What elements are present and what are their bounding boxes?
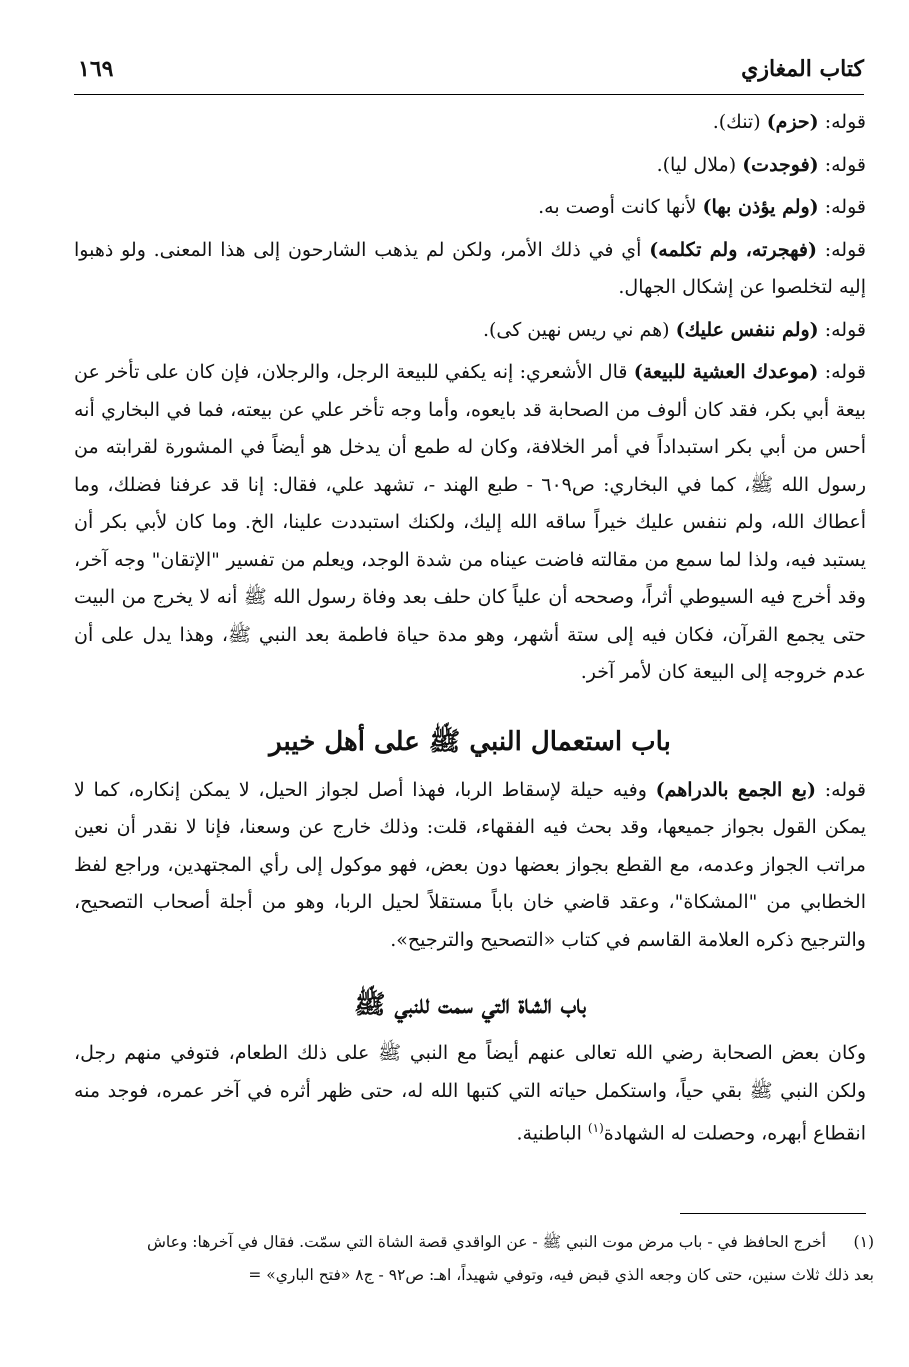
quoted-term: (حزم) [766, 111, 819, 133]
paragraph-7 [74, 772, 866, 960]
paragraph-8 [74, 1035, 866, 1153]
quoted-term: (بع الجمع بالدراهم) [655, 778, 816, 801]
section-heading-poisoned-sheep: باب الشاة التي سمت للنبي ﷺ [354, 990, 586, 1020]
quoted-term: (ولم يؤذن بها) [702, 196, 819, 218]
commentary: (تنك). [712, 111, 761, 133]
commentary: وفيه حيلة لإسقاط الربا، فهذا أصل لجواز الحيل، لا يمكن إنكاره، كما لا يمكن القول بجواز جميعها، وقد بحث فيه الفقهاء، قلت: وذلك خارج عن وسعنا، فإنا لا نقدر أن نعين مراتب الجواز وعدمه، مع القطع بجواز بعضها دون بعض، فهو موكول إلى رأي المجتهدين، وراجع لفظ الخطابي من "المشكاة"، وعقد قاضي خان باباً مستقلاً لحيل الربا، وهو من أجلة أصحاب التصحيح، والترجيح ذكره العلامة القاسم في كتاب «التصحيح والترجيح». [74, 778, 866, 951]
commentary-end: الباطنية. [516, 1122, 582, 1145]
page-number: ١٦٩ [78, 56, 114, 82]
commentary: لأنها كانت أوصت به. [538, 196, 697, 218]
footnote-1-line-2 [74, 1259, 874, 1292]
quote-label: قوله: [824, 111, 866, 133]
paragraph-1 [74, 104, 866, 142]
paragraph-2 [74, 147, 866, 185]
quoted-term: (ولم ننفس عليك) [675, 318, 819, 341]
page-header [74, 48, 864, 95]
quoted-term: (فهجرته، ولم تكلمه) [649, 238, 817, 261]
paragraph-3 [74, 189, 866, 227]
commentary: وكان بعض الصحابة رضي الله تعالى عنهم أيضاً مع النبي ﷺ على ذلك الطعام، فتوفي منهم رجل، ولكن النبي ﷺ بقي حياً، واستكمل حياته التي كتبها الله له، حتى ظهر أثره في آخر عمره، فوجد منه انقطاع أبهره، وحصلت له الشهادة [74, 1042, 866, 1145]
quote-label: قوله: [824, 361, 866, 383]
footnote-1-line-1 [74, 1226, 874, 1259]
footnote-text: أخرج الحافظ في - باب مرض موت النبي ﷺ - عن الواقدي قصة الشاة التي سمّت. فقال في آخرها: وعاش [146, 1233, 826, 1251]
footnote-reference[interactable]: (١) [587, 1121, 604, 1135]
quoted-term: (فوجدت) [742, 153, 819, 176]
footnote-number: (١) [853, 1233, 874, 1251]
quote-label: قوله: [824, 238, 866, 261]
paragraph-5 [74, 312, 866, 350]
commentary: (ملال ليا). [656, 153, 737, 176]
quote-label: قوله: [824, 196, 866, 218]
commentary: (هم ني ريس نهين كى). [482, 318, 670, 341]
paragraph-4 [74, 232, 866, 307]
quoted-term: (موعدك العشية للبيعة) [633, 361, 819, 383]
footnote-divider [680, 1213, 866, 1214]
paragraph-6 [74, 354, 866, 692]
footnote-text: بعد ذلك ثلاث سنين، حتى كان وجعه الذي قبض فيه، وتوفي شهيداً، اهـ: ص٩٢ - ج٨ «فتح الباري» = [248, 1266, 874, 1284]
quote-label: قوله: [824, 318, 866, 341]
commentary: أي في ذلك الأمر، ولكن لم يذهب الشارحون إلى هذا المعنى. ولو ذهبوا إليه لتخلصوا عن إشكال الجهال. [74, 238, 866, 298]
quote-label: قوله: [824, 778, 867, 801]
quote-label: قوله: [824, 153, 866, 176]
running-title: كتاب المغازي [741, 56, 864, 82]
footnotes [74, 1226, 874, 1292]
section-heading-khaybar: باب استعمال النبي ﷺ على أهل خيبر [269, 726, 671, 757]
commentary: قال الأشعري: إنه يكفي للبيعة الرجل، والرجلان، فإن كان على تأخر عن بيعة أبي بكر، فقد كان ألوف من الصحابة قد بايعوه، وأما وجه تأخر علي عن بيعته، فما في البخاري أنه أحس من أبي بكر استبداداً في أمر الخلافة، وكان له طمع أن يدخل هو أيضاً في المشورة لقرابته من رسول الله ﷺ، كما في البخاري: ص٦٠٩ - طبع الهند -، تشهد علي، فقال: إنا قد عرفنا فضلك، وما أعطاك الله، ولم ننفس عليك خيراً ساقه الله إليك، ولكنك استبددت علينا، الخ. وما كان لأبي بكر أن يستبد فيه، ولذا لما سمع من مقالته فاضت عيناه من شدة الوجد، ويعلم من تفسير "الإتقان" وجه آخر، وقد أخرج فيه السيوطي أثراً، وصححه أن علياً كان حلف بعد وفاة رسول الله ﷺ أنه لا يخرج من البيت حتى يجمع القرآن، فكان فيه إلى ستة أشهر، وهو مدة حياة فاطمة بعد النبي ﷺ، وهذا يدل على أن عدم خروجه إلى البيعة كان لأمر آخر. [74, 361, 866, 683]
main-text [74, 104, 866, 1153]
